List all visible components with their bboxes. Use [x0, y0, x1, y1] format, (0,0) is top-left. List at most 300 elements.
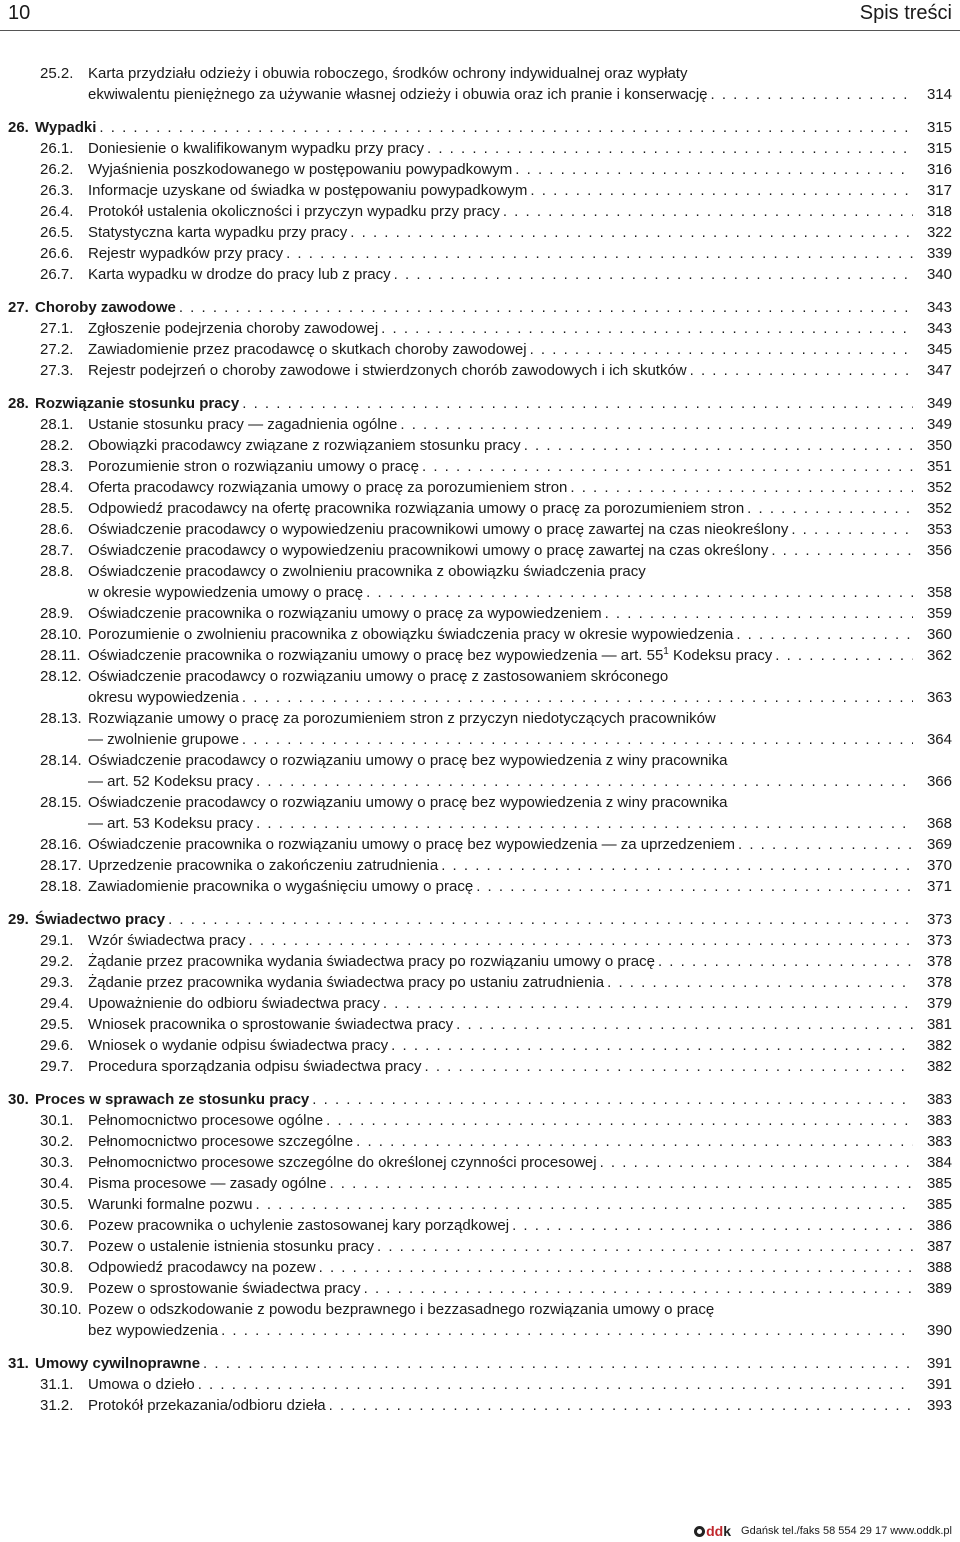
toc-page-number: 340 — [926, 266, 952, 283]
toc-entry-number: 28.1. — [40, 416, 74, 433]
toc-entry-number: 28.3. — [40, 458, 74, 475]
toc-entry-number: 27.2. — [40, 341, 74, 358]
toc-page-number: 314 — [926, 86, 952, 103]
dot-leader — [600, 1152, 913, 1173]
toc-page-number: 356 — [926, 542, 952, 559]
toc-entry[interactable] — [0, 1131, 960, 1152]
toc-entry-title — [88, 1110, 323, 1131]
toc-entry-title-text: w okresie wypowiedzenia umowy o pracę — [88, 584, 364, 601]
toc-page-number: 359 — [926, 605, 952, 622]
toc-entry[interactable] — [0, 222, 960, 243]
toc-entry-number: 26.3. — [40, 182, 74, 199]
toc-entry[interactable] — [0, 1215, 960, 1236]
toc-entry-title — [88, 1035, 388, 1056]
toc-page-number: 382 — [926, 1037, 952, 1054]
toc-entry-number: 28.11. — [40, 647, 81, 664]
toc-entry-number: 27.1. — [40, 320, 74, 337]
toc-entry[interactable] — [0, 498, 960, 519]
dot-leader — [441, 855, 913, 876]
toc-page-number: 339 — [926, 245, 952, 262]
toc-entry-title-text: Oświadczenie pracownika o rozwiązaniu umowy o pracę bez wypowiedzenia — za uprzedzeniem — [88, 836, 735, 853]
oddk-logo: dd k — [693, 1523, 731, 1539]
toc-entry[interactable] — [0, 951, 960, 972]
toc-entry-title-text: Żądanie przez pracownika wydania świadectwa pracy po ustaniu zatrudnienia — [88, 974, 605, 991]
header-rule — [0, 30, 960, 31]
dot-leader — [286, 243, 913, 264]
toc-entry-title-text: Rejestr wypadków przy pracy — [88, 245, 284, 262]
toc-entry-title-text: Pełnomocnictwo procesowe szczególne do określonej czynności procesowej — [88, 1154, 597, 1171]
toc-entry-title-text: bez wypowiedzenia — [88, 1322, 219, 1339]
toc-entry-number: 30.9. — [40, 1280, 74, 1297]
toc-entry[interactable] — [0, 993, 960, 1014]
toc-entry-number: 28.13. — [40, 710, 82, 727]
toc-entry[interactable] — [0, 855, 960, 876]
toc-entry[interactable] — [0, 243, 960, 264]
toc-page-number: 382 — [926, 1058, 952, 1075]
toc-page-number: 378 — [926, 953, 952, 970]
toc-entry-title-text: Choroby zawodowe — [35, 299, 176, 316]
toc-entry-number: 28.14. — [40, 752, 82, 769]
toc-entry-title-line: Pozew o odszkodowanie z powodu bezprawnego i bezzasadnego rozwiązania umowy o pracę — [88, 1301, 715, 1318]
toc-entry[interactable] — [0, 792, 960, 834]
toc-entry-title-line: Oświadczenie pracodawcy o rozwiązaniu umowy o pracę bez wypowiedzenia z winy pracownika — [88, 752, 728, 769]
toc-entry[interactable] — [0, 63, 960, 105]
toc-page-number: 347 — [926, 362, 952, 379]
dot-leader — [329, 1173, 913, 1194]
toc-entry-number: 28.4. — [40, 479, 74, 496]
toc-entry-title-text: — art. 53 Kodeksu pracy — [88, 815, 254, 832]
toc-entry[interactable] — [0, 519, 960, 540]
dot-leader — [329, 1395, 913, 1416]
dot-leader — [203, 1353, 913, 1374]
toc-entry-title-line: Rozwiązanie umowy o pracę za porozumieniem stron z przyczyn niedotyczących pracowników — [88, 710, 716, 727]
toc-entry-number: 30.10. — [40, 1301, 82, 1318]
toc-entry-number: 28.7. — [40, 542, 74, 559]
toc-entry-title — [88, 84, 708, 105]
toc-entry[interactable] — [0, 876, 960, 897]
toc-entry-title-text: Wniosek o wydanie odpisu świadectwa pracy — [88, 1037, 389, 1054]
dot-leader — [530, 339, 913, 360]
dot-leader — [512, 1215, 913, 1236]
toc-entry-title — [88, 339, 527, 360]
toc-chapter[interactable] — [0, 1353, 960, 1374]
dot-leader — [425, 1056, 913, 1077]
toc-entry-number: 29.5. — [40, 1016, 74, 1033]
toc-entry-title — [35, 909, 165, 930]
toc-entry-title-text: Zgłoszenie podejrzenia choroby zawodowej — [88, 320, 379, 337]
dot-leader — [791, 519, 913, 540]
toc-entry-title — [88, 318, 378, 339]
toc-entry-title-text: Doniesienie o kwalifikowanym wypadku przy pracy — [88, 140, 424, 157]
toc-page-number: 349 — [926, 416, 952, 433]
toc-page-number: 364 — [926, 731, 952, 748]
toc-page-number: 343 — [926, 299, 952, 316]
toc-entry[interactable] — [0, 666, 960, 708]
toc-page-number: 385 — [926, 1175, 952, 1192]
toc-page-number: 353 — [926, 521, 952, 538]
toc-entry-title-text: Pełnomocnictwo procesowe szczególne — [88, 1133, 354, 1150]
toc-entry[interactable] — [0, 1110, 960, 1131]
toc-page-number: 378 — [926, 974, 952, 991]
toc-entry-number: 30.8. — [40, 1259, 74, 1276]
dot-leader — [366, 582, 913, 603]
toc-page-number: 360 — [926, 626, 952, 643]
table-of-contents — [0, 63, 960, 1416]
toc-entry-number: 31.1. — [40, 1376, 74, 1393]
toc-entry-number: 28.2. — [40, 437, 74, 454]
toc-entry[interactable] — [0, 1278, 960, 1299]
toc-entry-title — [88, 1194, 253, 1215]
page-footer — [693, 1522, 952, 1540]
toc-entry-title-text: Wyjaśnienia poszkodowanego w postępowaniu powypadkowym — [88, 161, 513, 178]
page-number: 10 — [8, 2, 31, 24]
toc-page-number: 351 — [926, 458, 952, 475]
toc-entry-number: 29.2. — [40, 953, 74, 970]
dot-leader — [690, 360, 913, 381]
toc-entry-title-text: Porozumienie stron o rozwiązaniu umowy o pracę — [88, 458, 419, 475]
toc-entry-title-text: okresu wypowiedzenia — [88, 689, 239, 706]
toc-entry-number: 30.1. — [40, 1112, 74, 1129]
toc-entry-number: 28.8. — [40, 563, 74, 580]
dot-leader — [658, 951, 913, 972]
toc-entry-title-line: Oświadczenie pracodawcy o rozwiązaniu umowy o pracę z zastosowaniem skróconego — [88, 668, 669, 685]
toc-entry-title-text: Oferta pracodawcy rozwiązania umowy o pracę za porozumieniem stron — [88, 479, 568, 496]
toc-entry[interactable] — [0, 1236, 960, 1257]
dot-leader — [350, 222, 913, 243]
toc-entry-title-text: Informacje uzyskane od świadka w postępowaniu powypadkowym — [88, 182, 528, 199]
toc-entry-title — [88, 1320, 218, 1341]
toc-entry-title — [35, 393, 239, 414]
dot-leader — [99, 117, 913, 138]
toc-entry-title — [88, 729, 239, 750]
toc-entry[interactable] — [0, 201, 960, 222]
dot-leader — [242, 393, 913, 414]
toc-entry[interactable] — [0, 624, 960, 645]
toc-entry-title — [88, 813, 253, 834]
toc-entry-title — [35, 117, 96, 138]
toc-entry-title-text: Żądanie przez pracownika wydania świadectwa pracy po rozwiązaniu umowy o pracę — [88, 953, 655, 970]
toc-entry-number: 28.15. — [40, 794, 82, 811]
toc-entry-title — [88, 1014, 453, 1035]
toc-entry-title-text: Odpowiedź pracodawcy na pozew — [88, 1259, 316, 1276]
toc-entry-number: 28.18. — [40, 878, 82, 895]
toc-entry-title-text: Protokół przekazania/odbioru dzieła — [88, 1397, 326, 1414]
toc-entry-title-line: Oświadczenie pracodawcy o zwolnieniu pracownika z obowiązku świadczenia pracy — [88, 563, 646, 580]
toc-entry[interactable] — [0, 1173, 960, 1194]
toc-entry-title-text: Świadectwo pracy — [35, 911, 166, 928]
toc-entry-title — [35, 1353, 200, 1374]
toc-entry-number: 30.5. — [40, 1196, 74, 1213]
toc-entry-number: 28.16. — [40, 836, 82, 853]
toc-page-number: 393 — [926, 1397, 952, 1414]
dot-leader — [570, 477, 913, 498]
dot-leader — [364, 1278, 913, 1299]
toc-entry-title-text: Wzór świadectwa pracy — [88, 932, 246, 949]
toc-entry-title — [88, 222, 347, 243]
toc-entry-title-text: Pisma procesowe — zasady ogólne — [88, 1175, 327, 1192]
toc-entry-title — [88, 1278, 361, 1299]
toc-page-number: 379 — [926, 995, 952, 1012]
toc-entry-title — [88, 855, 438, 876]
dot-leader — [747, 498, 913, 519]
dot-leader — [607, 972, 913, 993]
toc-entry-title-text: Oświadczenie pracownika o rozwiązaniu umowy o pracę bez wypowiedzenia — art. 55 — [88, 647, 664, 664]
toc-entry[interactable] — [0, 1257, 960, 1278]
toc-entry[interactable] — [0, 750, 960, 792]
toc-entry-title — [88, 993, 380, 1014]
toc-page-number: 390 — [926, 1322, 952, 1339]
toc-entry-number: 30.3. — [40, 1154, 74, 1171]
toc-entry-number: 26.5. — [40, 224, 74, 241]
toc-page-number: 371 — [926, 878, 952, 895]
toc-entry[interactable] — [0, 1035, 960, 1056]
toc-chapter[interactable] — [0, 1089, 960, 1110]
toc-entry[interactable] — [0, 561, 960, 603]
toc-entry[interactable] — [0, 477, 960, 498]
toc-entry-number: 26.6. — [40, 245, 74, 262]
dot-leader — [530, 180, 913, 201]
toc-entry-number: 27.3. — [40, 362, 74, 379]
toc-entry-title-text: Pozew o ustalenie istnienia stosunku pracy — [88, 1238, 374, 1255]
toc-entry-superscript: 1 — [663, 646, 669, 657]
toc-entry-title — [88, 477, 567, 498]
toc-page-number: 391 — [926, 1355, 952, 1372]
toc-entry-title — [88, 1374, 195, 1395]
toc-entry-number: 30.4. — [40, 1175, 74, 1192]
dot-leader — [711, 84, 913, 105]
publisher-contact: Gdańsk tel./faks 58 554 29 17 www.oddk.pl — [741, 1525, 952, 1537]
toc-entry-title-text: Umowy cywilnoprawne — [35, 1355, 201, 1372]
toc-entry-number: 29. — [8, 911, 29, 928]
toc-entry[interactable] — [0, 159, 960, 180]
toc-entry[interactable] — [0, 645, 960, 666]
toc-entry-title — [88, 243, 283, 264]
toc-entry-number: 29.3. — [40, 974, 74, 991]
toc-entry-title — [88, 1173, 326, 1194]
toc-page-number: 345 — [926, 341, 952, 358]
toc-entry[interactable] — [0, 264, 960, 285]
toc-page-number: 381 — [926, 1016, 952, 1033]
toc-page-number: 366 — [926, 773, 952, 790]
toc-entry-title-text: Wypadki — [35, 119, 97, 136]
toc-entry-number: 30.7. — [40, 1238, 74, 1255]
dot-leader — [524, 435, 913, 456]
toc-entry[interactable] — [0, 360, 960, 381]
toc-entry-title-text: Procedura sporządzania odpisu świadectwa pracy — [88, 1058, 422, 1075]
toc-page-number: 315 — [926, 140, 952, 157]
dot-leader — [605, 603, 913, 624]
toc-entry-title — [88, 1152, 597, 1173]
toc-entry[interactable] — [0, 180, 960, 201]
toc-entry-number: 28.9. — [40, 605, 74, 622]
toc-page-number: 322 — [926, 224, 952, 241]
toc-entry[interactable] — [0, 318, 960, 339]
dot-leader — [427, 138, 913, 159]
dot-leader — [503, 201, 913, 222]
dot-leader — [383, 993, 913, 1014]
toc-page-number: 362 — [926, 647, 952, 664]
toc-entry-title-text: Rejestr podejrzeń o choroby zawodowe i stwierdzonych chorób zawodowych i ich skutków — [88, 362, 687, 379]
toc-entry-number: 26.7. — [40, 266, 74, 283]
toc-entry[interactable] — [0, 1395, 960, 1416]
toc-entry-number: 31.2. — [40, 1397, 74, 1414]
toc-entry-title-text: Oświadczenie pracodawcy o wypowiedzeniu pracownikowi umowy o pracę zawartej na czas określony — [88, 542, 769, 559]
toc-page-number: 358 — [926, 584, 952, 601]
toc-entry-number: 26.4. — [40, 203, 74, 220]
toc-entry-title — [35, 297, 176, 318]
toc-entry-title-text: Warunki formalne pozwu — [88, 1196, 253, 1213]
toc-page-number: 391 — [926, 1376, 952, 1393]
toc-entry[interactable] — [0, 1014, 960, 1035]
toc-entry[interactable] — [0, 834, 960, 855]
toc-entry-title — [88, 972, 604, 993]
toc-page-number: 352 — [926, 479, 952, 496]
toc-entry-title-text: Pozew pracownika o uchylenie zastosowanej kary porządkowej — [88, 1217, 510, 1234]
toc-entry-title — [88, 1056, 422, 1077]
toc-entry-number: 26.2. — [40, 161, 74, 178]
dot-leader — [422, 456, 913, 477]
toc-page-number: 386 — [926, 1217, 952, 1234]
toc-entry-title — [88, 180, 527, 201]
toc-page-number: 383 — [926, 1091, 952, 1108]
toc-entry-title-text: ekwiwalentu pieniężnego za używanie własnej odzieży i obuwia oraz ich pranie i konserwację — [88, 86, 708, 103]
toc-entry-title-text: Zawiadomienie przez pracodawcę o skutkach choroby zawodowej — [88, 341, 527, 358]
dot-leader — [456, 1014, 913, 1035]
toc-entry-title-text: Statystyczna karta wypadku przy pracy — [88, 224, 348, 241]
dot-leader — [312, 1089, 913, 1110]
dot-leader — [256, 771, 913, 792]
toc-chapter[interactable] — [0, 909, 960, 930]
toc-entry-title — [88, 498, 744, 519]
toc-entry-title-text: Umowa o dzieło — [88, 1376, 195, 1393]
toc-entry[interactable] — [0, 138, 960, 159]
toc-page-number: 352 — [926, 500, 952, 517]
toc-page-number: 384 — [926, 1154, 952, 1171]
toc-page-number: 383 — [926, 1112, 952, 1129]
toc-entry[interactable] — [0, 435, 960, 456]
toc-entry-title — [88, 687, 239, 708]
toc-entry-title-text: Pozew o sprostowanie świadectwa pracy — [88, 1280, 361, 1297]
toc-chapter[interactable] — [0, 297, 960, 318]
dot-leader — [256, 813, 913, 834]
dot-leader — [168, 909, 913, 930]
toc-entry[interactable] — [0, 1299, 960, 1341]
dot-leader — [356, 1131, 913, 1152]
toc-entry[interactable] — [0, 414, 960, 435]
toc-page-number: 316 — [926, 161, 952, 178]
toc-entry-title — [88, 540, 768, 561]
dot-leader — [377, 1236, 913, 1257]
toc-entry-title — [35, 1089, 309, 1110]
toc-entry-number: 30.2. — [40, 1133, 74, 1150]
dot-leader — [775, 645, 913, 666]
toc-entry-title — [88, 360, 687, 381]
toc-entry-title — [88, 951, 655, 972]
toc-entry-number: 26.1. — [40, 140, 74, 157]
page-header — [0, 0, 960, 34]
toc-entry-number: 28.6. — [40, 521, 74, 538]
toc-entry-title — [88, 771, 253, 792]
toc-entry[interactable] — [0, 456, 960, 477]
dot-leader — [515, 159, 913, 180]
toc-page-number: 318 — [926, 203, 952, 220]
toc-entry-title — [88, 834, 735, 855]
toc-entry-number: 28.17. — [40, 857, 82, 874]
dot-leader — [256, 1194, 913, 1215]
dot-leader — [394, 264, 913, 285]
toc-entry-title — [88, 264, 391, 285]
toc-entry-title — [88, 159, 512, 180]
running-header-title: Spis treści — [859, 2, 952, 24]
toc-entry[interactable] — [0, 540, 960, 561]
toc-entry[interactable] — [0, 1374, 960, 1395]
dot-leader — [391, 1035, 913, 1056]
toc-entry[interactable] — [0, 1194, 960, 1215]
toc-entry-number: 26. — [8, 119, 29, 136]
toc-entry-title-text: Pełnomocnictwo procesowe ogólne — [88, 1112, 324, 1129]
toc-page-number: 385 — [926, 1196, 952, 1213]
toc-entry[interactable] — [0, 603, 960, 624]
dot-leader — [771, 540, 913, 561]
toc-entry-title — [88, 519, 788, 540]
toc-entry-title — [88, 1215, 509, 1236]
toc-chapter[interactable] — [0, 117, 960, 138]
toc-page-number: 350 — [926, 437, 952, 454]
toc-entry-number: 29.7. — [40, 1058, 74, 1075]
dot-leader — [198, 1374, 913, 1395]
toc-entry-number: 30. — [8, 1091, 29, 1108]
toc-entry-title-text: Ustanie stosunku pracy — zagadnienia ogólne — [88, 416, 398, 433]
toc-entry[interactable] — [0, 1152, 960, 1173]
toc-entry-number: 29.4. — [40, 995, 74, 1012]
toc-page-number: 315 — [926, 119, 952, 136]
toc-page-number: 383 — [926, 1133, 952, 1150]
toc-entry-title — [88, 1236, 374, 1257]
toc-entry-number: 31. — [8, 1355, 29, 1372]
dot-leader — [319, 1257, 913, 1278]
toc-page-number: 343 — [926, 320, 952, 337]
toc-entry-title-text: Upoważnienie do odbioru świadectwa pracy — [88, 995, 380, 1012]
toc-entry-title — [88, 930, 246, 951]
toc-chapter[interactable] — [0, 393, 960, 414]
toc-entry-number: 29.1. — [40, 932, 74, 949]
toc-page-number: 369 — [926, 836, 952, 853]
toc-entry[interactable] — [0, 1056, 960, 1077]
toc-entry-title-text: Proces w sprawach ze stosunku pracy — [35, 1091, 310, 1108]
toc-page-number: 387 — [926, 1238, 952, 1255]
toc-entry-title — [88, 645, 772, 666]
toc-entry[interactable] — [0, 708, 960, 750]
toc-entry-title — [88, 603, 602, 624]
toc-entry-number: 29.6. — [40, 1037, 74, 1054]
toc-page-number: 349 — [926, 395, 952, 412]
dot-leader — [179, 297, 913, 318]
toc-entry-title — [88, 876, 473, 897]
toc-entry[interactable] — [0, 930, 960, 951]
toc-entry[interactable] — [0, 339, 960, 360]
dot-leader — [221, 1320, 913, 1341]
toc-entry-title-text: Porozumienie o zwolnieniu pracownika z obowiązku świadczenia pracy w okresie wypowiedzenia — [88, 626, 734, 643]
toc-entry-title — [88, 138, 424, 159]
toc-entry-title — [88, 1395, 326, 1416]
dot-leader — [249, 930, 913, 951]
toc-entry-title — [88, 1257, 316, 1278]
toc-entry[interactable] — [0, 972, 960, 993]
toc-entry-title-text: Uprzedzenie pracownika o zakończeniu zatrudnienia — [88, 857, 439, 874]
dot-leader — [736, 624, 913, 645]
toc-page-number: 373 — [926, 911, 952, 928]
toc-entry-title-text: Obowiązki pracodawcy związane z rozwiązaniem stosunku pracy — [88, 437, 521, 454]
